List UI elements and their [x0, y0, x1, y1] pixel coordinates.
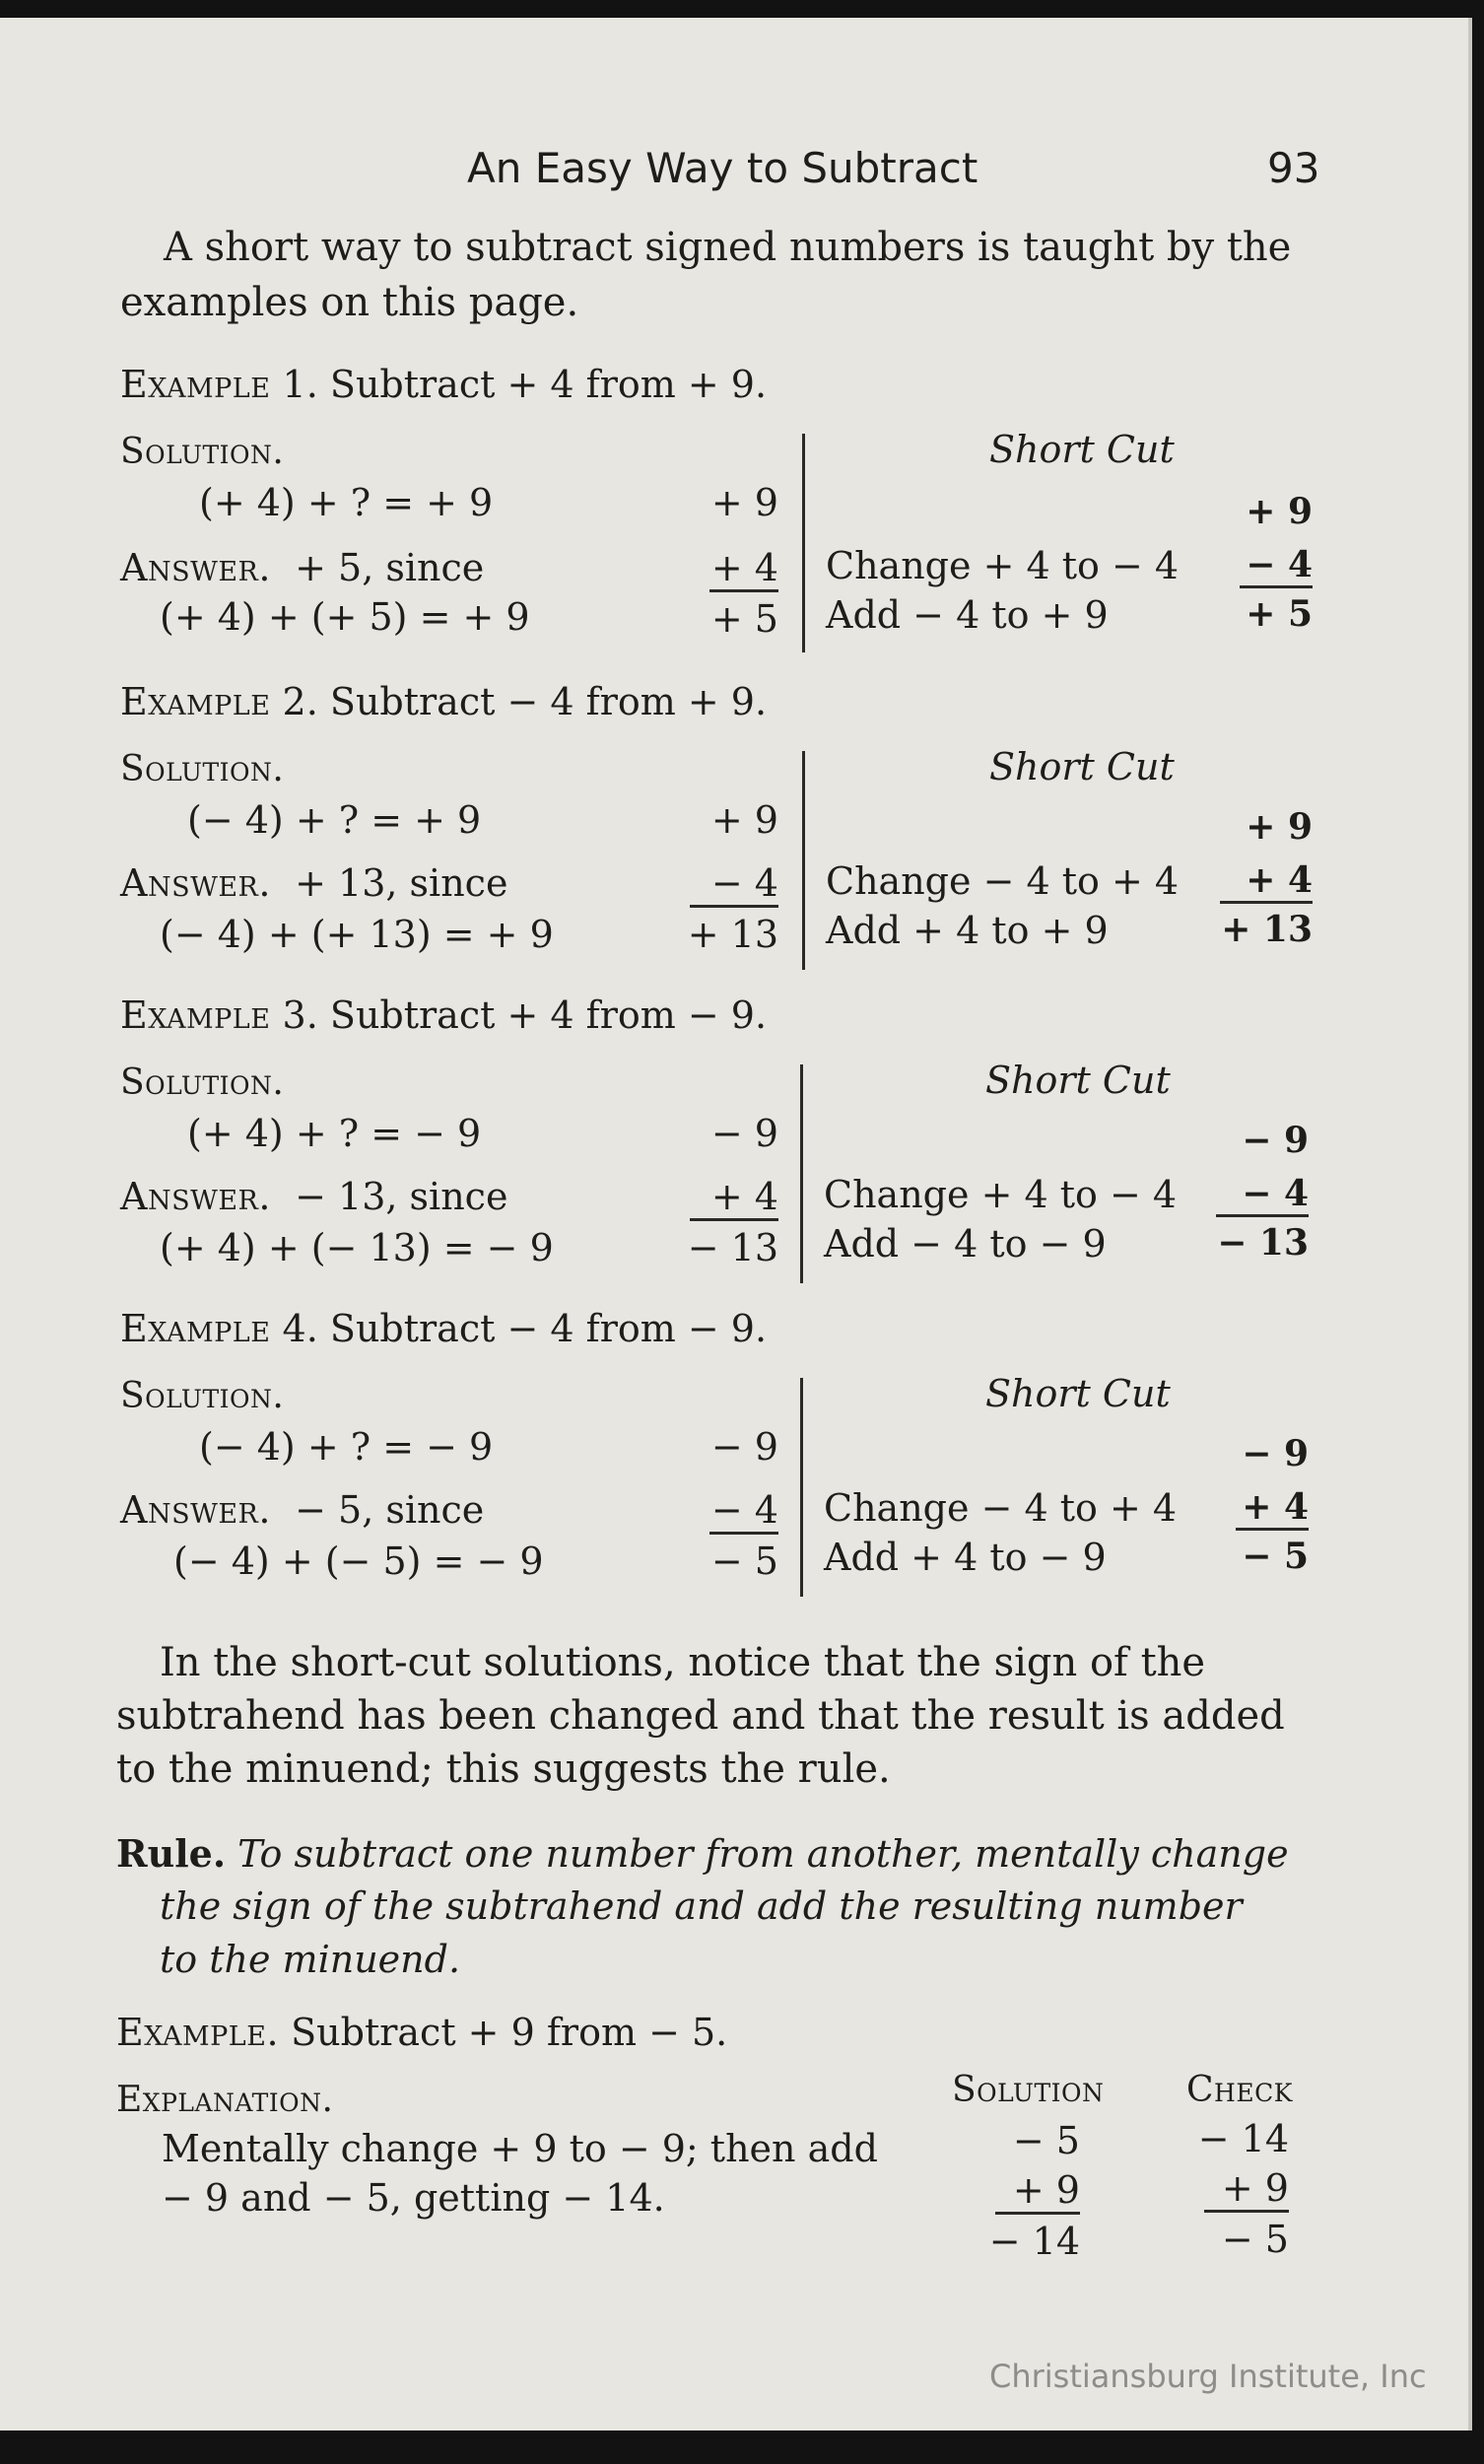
example-3-change: Change + 4 to − 4 [824, 1173, 1178, 1216]
example-2-sc-top: + 9 [1246, 806, 1313, 848]
example-2-shortcut-label: Short Cut [989, 745, 1175, 788]
example-3-solution-label: Solution. [120, 1062, 285, 1103]
rule-line-2: the sign of the subtrahend and add the resulting number [160, 1884, 1243, 1928]
example-4-check: (− 4) + (− 5) = − 9 [173, 1540, 544, 1583]
example-1-equation: (+ 4) + ? = + 9 [199, 481, 494, 524]
example-3-divider [800, 1064, 803, 1283]
example-4-add: Add + 4 to − 9 [824, 1536, 1107, 1579]
final-solution-mid: + 9 [995, 2168, 1080, 2215]
example-3-col-mid: + 4 [690, 1175, 778, 1221]
explanation-line-1: Mentally change + 9 to − 9; then add [162, 2127, 878, 2170]
final-solution-bot: − 14 [988, 2220, 1080, 2263]
solution-column-header: Solution [952, 2070, 1105, 2110]
example-1-sc-top: + 9 [1246, 491, 1313, 532]
example-1-answer: Answer. + 5, since [120, 546, 485, 589]
example-3-col-bot: − 13 [687, 1226, 778, 1269]
final-solution-top: − 5 [1012, 2119, 1080, 2162]
example-1-shortcut-label: Short Cut [989, 428, 1175, 471]
example-1-change: Change + 4 to − 4 [826, 544, 1180, 587]
example-2-col-mid: − 4 [690, 861, 778, 908]
example-3-answer: Answer. − 13, since [120, 1175, 508, 1218]
example-4-sc-bot: − 5 [1242, 1536, 1309, 1577]
example-2-divider [802, 751, 805, 970]
example-3-equation: (+ 4) + ? = − 9 [187, 1112, 482, 1155]
check-column-header: Check [1186, 2070, 1293, 2110]
example-2-heading: Example 2. Subtract − 4 from + 9. [120, 680, 768, 723]
example-2-add: Add + 4 to + 9 [826, 909, 1109, 952]
page-number: 93 [1267, 144, 1320, 192]
example-2-equation: (− 4) + ? = + 9 [187, 798, 482, 842]
example-1-solution-label: Solution. [120, 432, 285, 472]
example-2-col-top: + 9 [710, 798, 778, 842]
example-1-add: Add − 4 to + 9 [826, 593, 1109, 637]
example-4-sc-mid: + 4 [1236, 1486, 1309, 1531]
example-1-col-top: + 9 [710, 481, 778, 524]
example-2-check: (− 4) + (+ 13) = + 9 [160, 913, 554, 956]
example-3-col-top: − 9 [710, 1112, 778, 1155]
example-1-heading: Example 1. Subtract + 4 from + 9. [120, 363, 768, 406]
notice-line-2: subtrahend has been changed and that the result is added [116, 1693, 1285, 1739]
final-check-mid: + 9 [1204, 2166, 1289, 2213]
example-4-sc-top: − 9 [1242, 1433, 1309, 1474]
final-example-heading: Example. Subtract + 9 from − 5. [116, 2011, 728, 2054]
example-2-solution-label: Solution. [120, 749, 285, 789]
rule-line-3: to the minuend. [160, 1938, 461, 1981]
example-4-answer: Answer. − 5, since [120, 1488, 485, 1532]
example-2-col-bot: + 13 [687, 913, 778, 956]
example-4-change: Change − 4 to + 4 [824, 1486, 1178, 1530]
example-1-col-mid: + 4 [709, 546, 778, 592]
example-3-sc-bot: − 13 [1217, 1222, 1309, 1264]
example-4-heading: Example 4. Subtract − 4 from − 9. [120, 1307, 768, 1350]
explanation-line-2: − 9 and − 5, getting − 14. [162, 2176, 665, 2220]
example-1-sc-mid: − 4 [1240, 544, 1313, 588]
example-3-heading: Example 3. Subtract + 4 from − 9. [120, 993, 768, 1037]
example-2-change: Change − 4 to + 4 [826, 859, 1180, 903]
example-1-col-bot: + 5 [710, 597, 778, 641]
example-4-col-mid: − 4 [709, 1488, 778, 1535]
example-3-check: (+ 4) + (− 13) = − 9 [160, 1226, 554, 1269]
final-check-top: − 14 [1197, 2117, 1289, 2160]
example-4-divider [800, 1378, 803, 1597]
example-4-solution-label: Solution. [120, 1376, 285, 1416]
example-1-check: (+ 4) + (+ 5) = + 9 [160, 595, 530, 639]
example-4-shortcut-label: Short Cut [985, 1372, 1171, 1415]
example-1-divider [802, 434, 805, 652]
final-check-bot: − 5 [1221, 2218, 1289, 2261]
book-page [0, 18, 1472, 2430]
example-3-shortcut-label: Short Cut [985, 1059, 1171, 1102]
example-3-sc-top: − 9 [1242, 1120, 1309, 1161]
page-header-title: An Easy Way to Subtract [467, 144, 978, 192]
example-2-sc-bot: + 13 [1221, 909, 1313, 950]
example-2-sc-mid: + 4 [1220, 859, 1313, 904]
watermark: Christiansburg Institute, Inc [989, 2358, 1427, 2395]
notice-line-3: to the minuend; this suggests the rule. [116, 1746, 891, 1792]
intro-line-2: examples on this page. [120, 280, 579, 325]
example-1-sc-bot: + 5 [1246, 593, 1313, 635]
example-4-equation: (− 4) + ? = − 9 [199, 1425, 494, 1469]
example-4-col-top: − 9 [710, 1425, 778, 1469]
example-3-sc-mid: − 4 [1216, 1173, 1309, 1217]
intro-line-1: A short way to subtract signed numbers is taught by the [164, 225, 1292, 270]
example-4-col-bot: − 5 [710, 1540, 778, 1583]
example-3-add: Add − 4 to − 9 [824, 1222, 1107, 1266]
notice-line-1: In the short-cut solutions, notice that the sign of the [160, 1640, 1206, 1685]
example-2-answer: Answer. + 13, since [120, 861, 508, 905]
explanation-label: Explanation. [116, 2080, 334, 2120]
rule-line-1: Rule. To subtract one number from another, mentally change [116, 1831, 1289, 1876]
